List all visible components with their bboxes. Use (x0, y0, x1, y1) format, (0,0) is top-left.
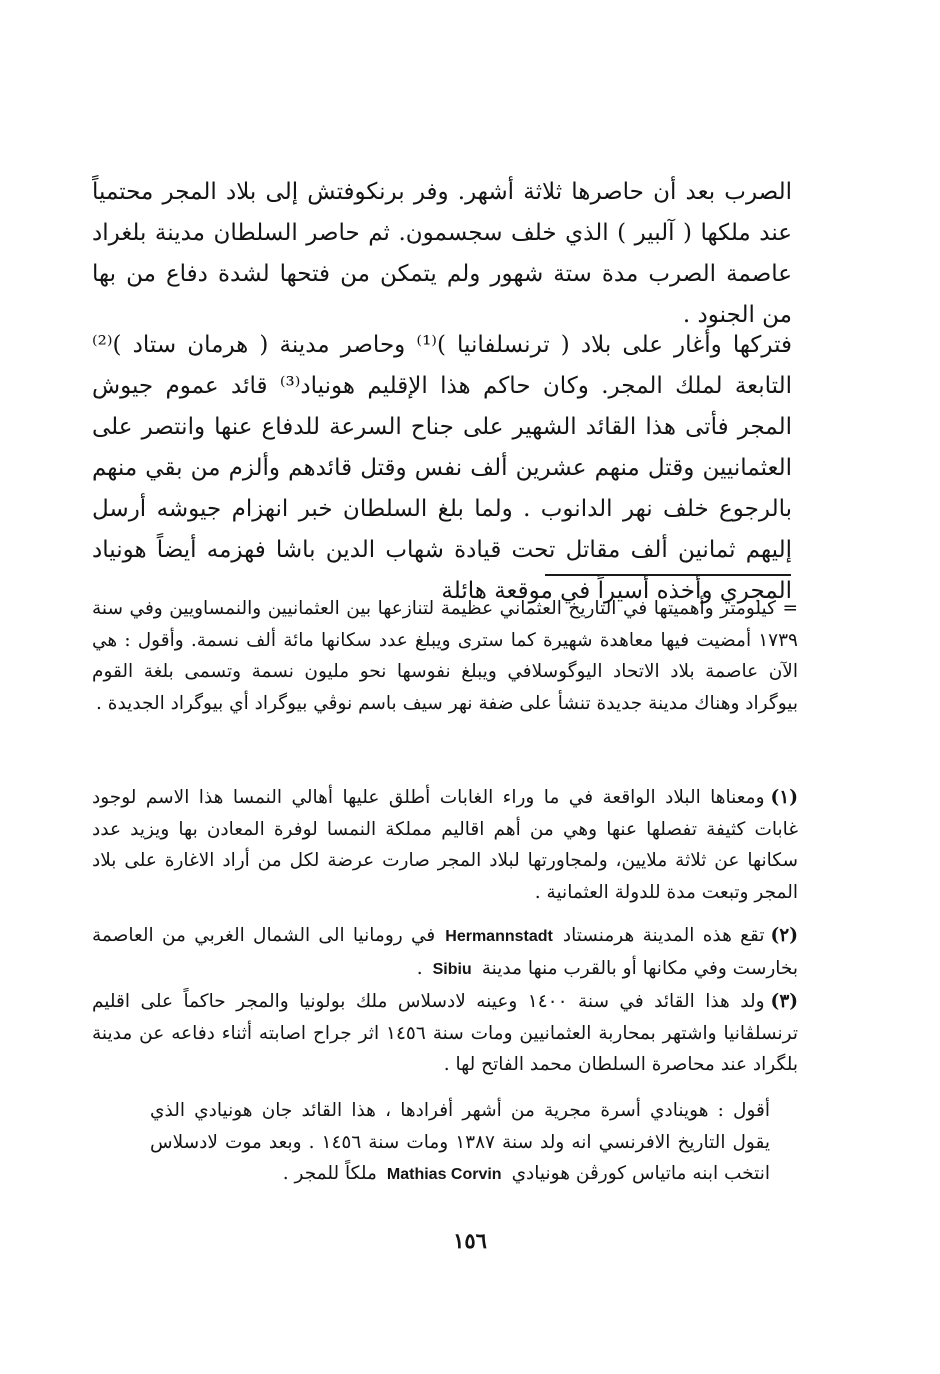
footnote-2-text-b: في رومانيا الى الشمال الغربي من العاصمة بخارست وفي مكانها أو بالقرب منها مدينة (92, 925, 798, 979)
footnote-3-text: ولد هذا القائد في سنة ١٤٠٠ وعينه لادسلاس ملك بولونيا والمجر حاكماً على اقليم ترنسلڤانيا واشتهر بمحاربة العثمانيين ومات سنة ١٤٥٦ اثر جراح اصابته أثناء دفاعه عن مدينة بلگراد عند محاصرة السلطان محمد الفاتح لها . (92, 991, 798, 1075)
footnote-continuation: = كيلومتر وأهميتها في التاريخ العثماني عظيمة لتنازعها بين العثمانيين والنمساويين وفي سنة ١٧٣٩ أمضيت فيها معاهدة شهيرة كما سترى ويبلغ عدد سكانها مائة ألف نسمة. وأقول : هي الآن عاصمة بلاد الاتحاد اليوگوسلافي ويبلغ نفوسها نحو مليون نسمة وتسمى بلغة القوم بيوگراد وهناك مدينة جديدة تنشأ على ضفة نهر سيف باسم نوڤي بيوگراد أي بيوگراد الجديدة . (92, 598, 798, 714)
body-paragraph-1: الصرب بعد أن حاصرها ثلاثة أشهر. وفر برنكوفتش إلى بلاد المجر محتمياً عند ملكها ( آلبير ) الذي خلف سجسمون. ثم حاصر السلطان مدينة بلغراد عاصمة الصرب مدة ستة شهور ولم يتمكن من فتحها لشدة دفاع من بها من الجنود . (92, 179, 792, 328)
footnote-3 (92, 986, 798, 1081)
footnote-2-text-c: . (416, 957, 423, 979)
footnote-1-text: ومعناها البلاد الواقعة في ما وراء الغابات أطلق عليها أهالي النمسا هذا الاسم لوجود غابات كثيفة تفصلها عنها وهي من أهم اقاليم مملكة النمسا لوفرة المعادن بها ويزيد عدد سكانها عن ثلاثة ملايين، ولمجاورتها لبلاد المجر صارت عرضة لكل من أراد الاغارة على بلاد المجر وتبعت مدة للدولة العثمانية . (92, 787, 798, 903)
footnote-3-latin-mathias-corvin: Mathias Corvin (386, 1166, 502, 1183)
footnote-2-marker: (٢) (770, 925, 798, 946)
footnote-1 (92, 782, 798, 908)
footnote-1-marker: (١) (770, 787, 798, 808)
footnote-3-addendum-text-b: ملكاً للمجر . (282, 1163, 377, 1184)
footnote-3-addendum (150, 1095, 770, 1191)
footnote-2-text-a: تقع هذه المدينة هرمنستاد (562, 925, 765, 946)
page-number: ١٥٦ (453, 1228, 487, 1253)
footnote-2 (92, 920, 798, 985)
footnote-3-marker: (٣) (770, 991, 799, 1012)
footnote-2-latin-sibiu: Sibiu (432, 960, 472, 978)
footnote-divider (545, 574, 791, 576)
footnote-2-latin-hermannstadt: Hermannstadt (445, 928, 553, 945)
body-paragraph-2: فتركها وأغار على بلاد ( ترنسلفانيا )⁽¹⁾ وحاصر مدينة ( هرمان ستاد )⁽²⁾ التابعة لملك المجر. وكان حاكم هذا الإقليم هونياد⁽³⁾ قائد عموم جيوش المجر فأتى هذا القائد الشهير على جناح السرعة للدفاع عنها وانتصر على العثمانيين وقتل منهم عشرين ألف نفس وقتل قائدهم وألزم من بقي منهم بالرجوع خلف نهر الدانوب . ولما بلغ السلطان خبر انهزام جيوشه أرسل إليهم ثمانين ألف مقاتل تحت قيادة شهاب الدين باشا فهزمه أيضاً هونياد المجري وأخذه أسيراً في موقعة هائلة (92, 332, 793, 604)
footnote-3-addendum-text-a: أقول : هوينادي أسرة مجرية من أشهر أفرادها ، هذا القائد جان هونيادي الذي يقول التاريخ الافرنسي انه ولد سنة ١٣٨٧ ومات سنة ١٤٥٦ . وبعد موت لادسلاس انتخب ابنه ماتياس كورڤن هونيادي (150, 1100, 770, 1184)
